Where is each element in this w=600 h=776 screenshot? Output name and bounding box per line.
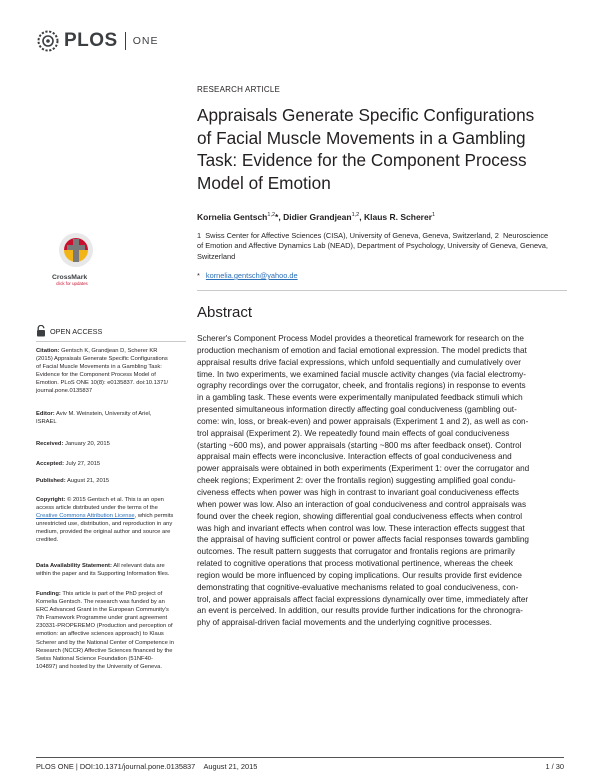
published-label: Published:	[36, 478, 66, 484]
accepted-label: Accepted:	[36, 461, 65, 467]
license-link[interactable]: Creative Commons Attribution License	[36, 513, 135, 520]
crossmark-icon	[58, 232, 94, 268]
abstract-line: appraisal main effects were inconclusive. Interaction effects of goal conduciveness and	[197, 452, 512, 462]
abstract-line: power appraisals were obtained in both experiments (Experiment 1: over the corrugator and	[197, 464, 530, 474]
article-type: RESEARCH ARTICLE	[197, 85, 281, 94]
copyright-text: access article distributed under the terms of the	[36, 505, 158, 512]
data-availability-text: All relevant data are	[113, 563, 165, 569]
affiliations	[197, 231, 567, 262]
citation-text: Gentsch K, Grandjean D, Scherer KR	[61, 348, 158, 354]
abstract-line: region would be more influenced by coping implications. Our results provide first evidence	[197, 570, 522, 580]
accepted-date: July 27, 2015	[65, 461, 101, 467]
title-line: of Facial Muscle Movements in a Gambling	[197, 127, 526, 148]
copyright-text: credited.	[36, 537, 59, 544]
copyright-text: © 2015 Gentsch et al. This is an open	[66, 497, 164, 503]
funding-text: 104897) and hosted by the University of Geneva.	[36, 663, 163, 670]
page-number: 1 / 30	[545, 762, 564, 771]
received-label: Received:	[36, 441, 64, 447]
abstract-line: found over the cheek region, showing differential goal conduciveness effects when control	[197, 511, 523, 521]
open-lock-icon	[36, 325, 46, 337]
funding-text: ERC Advanced Grant in the European Community's	[36, 607, 169, 614]
funding-label: Funding:	[36, 591, 61, 597]
abstract-line: production mechanism of emotion and facial emotional expression. The model predicts that	[197, 345, 527, 355]
citation-text: of Facial Muscle Movements in a Gambling Task:	[36, 364, 162, 371]
title-line: Appraisals Generate Specific Configurations	[197, 105, 535, 125]
funding-text: emotion: an affective sciences approach) to Klaus	[36, 631, 164, 638]
logo-divider	[125, 32, 126, 50]
editor-text: Aviv M. Weinstein, University of Ariel,	[55, 411, 152, 417]
abstract-line: phy of appraisal-driven facial movements and the underlying cognitive processes.	[197, 618, 492, 628]
correspondence	[197, 271, 567, 280]
affiliation-number: 2	[494, 231, 499, 240]
abstract-line: civeness effects when power was high in contrast to invariant goal conduciveness effects	[197, 487, 519, 497]
abstract-line: outcomes. The result pattern suggests that corrugator and frontalis regions are primarily	[197, 547, 515, 557]
author-list: Kornelia Gentsch$^{1,2}$*, Didier Grandjean$^{1,2}$, Klaus R. Scherer$^1$	[197, 212, 436, 222]
editor-text: ISRAEL	[36, 419, 57, 426]
crossmark-badge[interactable]	[52, 232, 104, 286]
page-footer	[36, 762, 564, 771]
title-line: Model of Emotion	[197, 173, 331, 194]
received-block	[36, 440, 186, 448]
copyright-label: Copyright:	[36, 497, 66, 503]
affiliation-text: Neuroscience	[502, 231, 549, 240]
copyright-text: , which permits	[134, 513, 174, 520]
email-link[interactable]: kornelia.gentsch@yahoo.de	[205, 271, 298, 280]
abstract-line: trol appraisal (Experiment 2). We repeatedly found main effects of goal conduciveness	[197, 428, 510, 438]
citation-text: (2015) Appraisals Generate Specific Configurations	[36, 356, 168, 363]
abstract-line: the appraisal of having sufficient control or power affects facial responses towards gambling	[197, 535, 529, 545]
citation-text: journal.pone.0135837	[36, 388, 93, 395]
abstract-line: ography recordings over the corrugator, cheek, and frontalis regions) in response to events	[197, 381, 526, 391]
author-name[interactable]: Klaus R. Scherer	[363, 212, 433, 222]
affiliation-text: Swiss Center for Affective Sciences (CISA), University of Geneva, Geneva, Switzerland,	[205, 231, 493, 240]
published-date: August 21, 2015	[66, 478, 110, 484]
abstract-line: an event is perceived. In addition, our results provide further indications for the chronogra-	[197, 606, 523, 616]
abstract-line: presented simultaneous information directly affecting goal conduciveness (gambling out-	[197, 405, 517, 415]
copyright-block	[36, 496, 186, 545]
corresponding-mark: *	[197, 271, 200, 280]
journal-sub: ONE	[132, 35, 159, 47]
funding-text: This article is part of the PhD project of	[62, 591, 163, 597]
received-date: January 20, 2015	[65, 441, 110, 447]
citation-label: Citation:	[36, 348, 60, 354]
plos-logo-icon	[36, 29, 60, 53]
article-title	[197, 104, 567, 195]
abstract-line: come: win, loss, or break-even) and power appraisals (Experiment 1 and 2), as well as con-	[197, 416, 529, 426]
abstract-line: cheek regions; Experiment 2: over the frontalis region) suggesting amplified goal condu-	[197, 476, 516, 486]
plos-one-logo[interactable]	[36, 28, 159, 54]
funding-text: Scherer and by the National Center of Competence in	[36, 639, 174, 646]
copyright-text: unrestricted use, distribution, and reproduction in any	[36, 521, 173, 528]
crossmark-sublabel: click for updates	[56, 281, 88, 286]
affiliation-number: 1	[197, 231, 202, 240]
open-access	[36, 325, 102, 337]
author-name[interactable]: Kornelia Gentsch	[197, 212, 268, 222]
data-availability-block	[36, 562, 186, 578]
editor-label: Editor:	[36, 411, 55, 417]
abstract-line: time. In two experiments, we examined facial muscle activity changes (via facial electromy-	[197, 369, 526, 379]
data-availability-text: within the paper and its Supporting Information files.	[36, 571, 170, 578]
journal-brand: PLOS	[64, 30, 118, 51]
data-availability-label: Data Availability Statement:	[36, 563, 112, 569]
abstract-body	[197, 333, 567, 629]
author-name[interactable]: Didier Grandjean	[283, 212, 352, 222]
funding-text: Kornelia Gentsch. The research was funded by an	[36, 599, 165, 606]
citation-text: Evidence for the Component Process Model of	[36, 372, 156, 379]
footer-divider	[36, 757, 564, 758]
abstract-line: trol, and power appraisals affect facial expressions dynamically over time, immediately after	[197, 594, 529, 604]
divider	[36, 341, 186, 342]
abstract-line: appraisal results drive facial expressions, which unfold sequentially and cumulatively over	[197, 357, 522, 367]
citation-text: Emotion. PLoS ONE 10(8): e0135837. doi:10.1371/	[36, 380, 169, 387]
funding-text: 7th Framework Programme under grant agreement	[36, 615, 168, 622]
abstract-line: demonstrating that cognitive-evaluative mechanisms related to goal conduciveness, con-	[197, 582, 519, 592]
abstract-line: Scherer's Component Process Model provides a theoretical framework for research on the	[197, 334, 524, 343]
editor-block	[36, 410, 186, 426]
abstract-line: was high and invariant effects when control was low. These interaction effects suggest that	[197, 523, 525, 533]
affiliation-text: Switzerland	[197, 251, 236, 261]
published-block	[36, 477, 186, 485]
abstract-line: related to cognitive operations that process motivational pertinence, whereas the cheek	[197, 559, 513, 569]
divider	[197, 290, 567, 291]
open-access-label: OPEN ACCESS	[50, 326, 103, 336]
title-line: Task: Evidence for the Component Process	[197, 150, 527, 171]
accepted-block	[36, 460, 186, 468]
citation-block	[36, 347, 186, 396]
abstract-line: (starting ~600 ms), and power appraisals (starting ~800 ms after feedback onset). Control	[197, 440, 522, 450]
funding-block	[36, 590, 186, 671]
author-affiliation-sup: 1	[432, 212, 436, 219]
abstract-line: when power was low. Also an interaction of goal conduciveness and control appraisals was	[197, 499, 527, 509]
footer-date: August 21, 2015	[203, 762, 258, 771]
author-affiliation-sup: 1,2	[351, 212, 360, 219]
abstract-heading: Abstract	[197, 304, 253, 321]
funding-text: Swiss National Science Foundation (51NF40-	[36, 655, 153, 662]
affiliation-text: of Emotion and Affective Dynamics Lab (NEAD), Department of Psychology, University of Geneva, Geneva,	[197, 241, 548, 251]
funding-text: Research (NCCR) Affective Sciences financed by the	[36, 647, 173, 654]
abstract-line: in a gambling task. These events were experimentally manipulated feedback stimuli which	[197, 393, 523, 403]
crossmark-label: CrossMark	[52, 274, 88, 281]
author-affiliation-sup: 1,2	[267, 212, 276, 219]
footer-citation: PLOS ONE | DOI:10.1371/journal.pone.0135837	[36, 762, 196, 771]
corresponding-mark: *	[275, 212, 279, 222]
funding-text: 230331-PROPEREMO (Production and perception of	[36, 623, 173, 630]
copyright-text: medium, provided the original author and source are	[36, 529, 171, 536]
